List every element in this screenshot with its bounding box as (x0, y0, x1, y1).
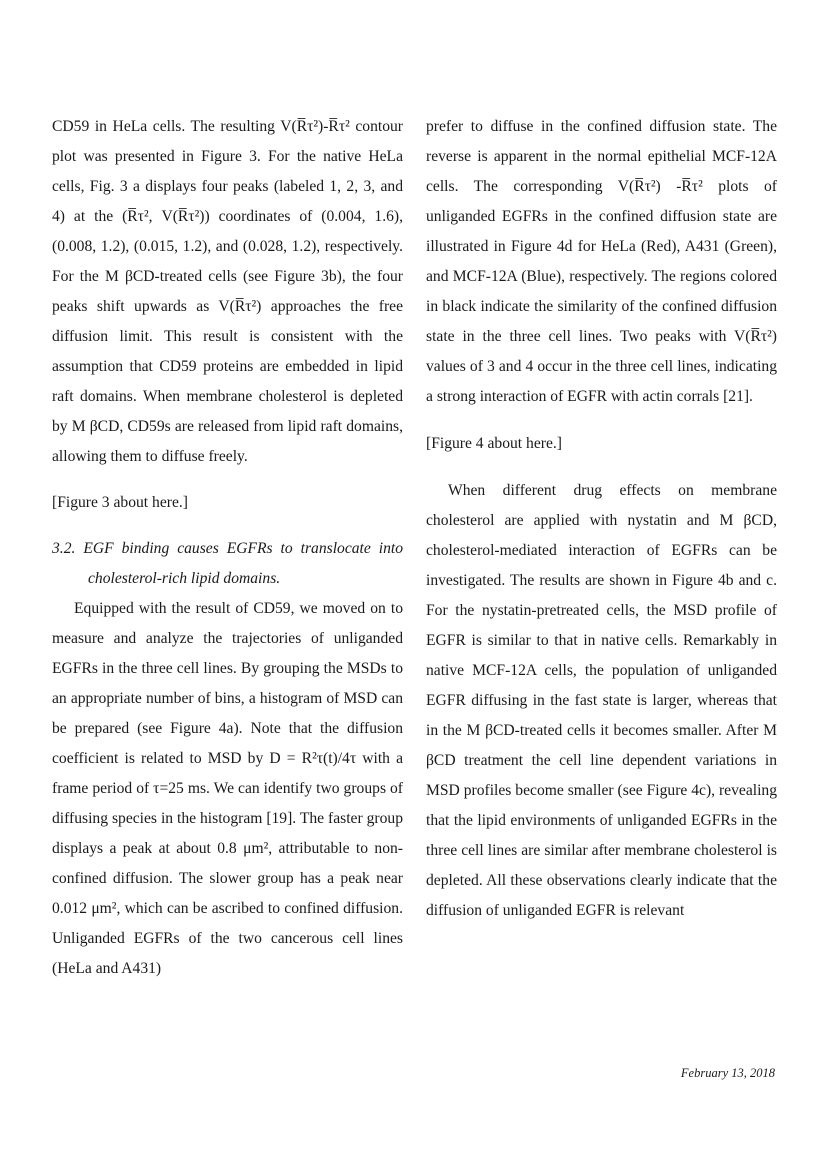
left-paragraph-2: Equipped with the result of CD59, we moved on to measure and analyze the trajectories of unliganded EGFRs in the three cell lines. By grouping the MSDs to an appropriate number of bins, a histogram of MSD can be prepared (see Figure 4a). Note that the diffusion coefficient is related to MSD by D = R²τ(t)/4τ with a frame period of τ=25 ms. We can identify two groups of diffusing species in the histogram [19]. The faster group displays a peak at about 0.8 μm², attributable to non-confined diffusion. The slower group has a peak near 0.012 μm², which can be ascribed to confined diffusion. Unliganded EGFRs of the two cancerous cell lines (HeLa and A431) (52, 600, 403, 977)
figure-4-placeholder: [Figure 4 about here.] (426, 435, 562, 452)
left-paragraph-1: CD59 in HeLa cells. The resulting V(R̅τ²)-R̅τ² contour plot was presented in Figure 3. For the native HeLa cells, Fig. 3 a displays four peaks (labeled 1, 2, 3, and 4) at the (R̅τ², V(R̅τ²)) coordinates of (0.004, 1.6), (0.008, 1.2), (0.015, 1.2), and (0.028, 1.2), respectively. For the M βCD-treated cells (see Figure 3b), the four peaks shift upwards as V(R̅τ²) approaches the free diffusion limit. This result is consistent with the assumption that CD59 proteins are embedded in lipid raft domains. When membrane cholesterol is depleted by M βCD, CD59s are released from lipid raft domains, allowing them to diffuse freely. (52, 118, 403, 465)
left-column (52, 112, 403, 984)
figure-3-placeholder: [Figure 3 about here.] (52, 494, 188, 511)
right-column (426, 112, 777, 926)
footer-date: February 13, 2018 (680, 1066, 775, 1080)
right-paragraph-1: prefer to diffuse in the confined diffusion state. The reverse is apparent in the normal epithelial MCF-12A cells. The corresponding V(R̅τ²) -R̅τ² plots of unliganded EGFRs in the confined diffusion state are illustrated in Figure 4d for HeLa (Red), A431 (Green), and MCF-12A (Blue), respectively. The regions colored in black indicate the similarity of the confined diffusion state in the three cell lines. Two peaks with V(R̅τ²) values of 3 and 4 occur in the three cell lines, indicating a strong interaction of EGFR with actin corrals [21]. (426, 118, 777, 405)
right-paragraph-2: When different drug effects on membrane cholesterol are applied with nystatin and M βCD, cholesterol-mediated interaction of EGFRs can be investigated. The results are shown in Figure 4b and c. For the nystatin-pretreated cells, the MSD profile of EGFR is similar to that in native cells. Remarkably in native MCF-12A cells, the population of unliganded EGFR diffusing in the fast state is larger, whereas that in the M βCD-treated cells it becomes smaller. After M βCD treatment the cell line dependent variations in MSD profiles become smaller (see Figure 4c), revealing that the lipid environments of unliganded EGFRs in the three cell lines are similar after membrane cholesterol is depleted. All these observations clearly indicate that the diffusion of unliganded EGFR is relevant (426, 482, 777, 919)
section-heading-3-2: 3.2. EGF binding causes EGFRs to translocate into cholesterol-rich lipid domains. (52, 540, 403, 587)
